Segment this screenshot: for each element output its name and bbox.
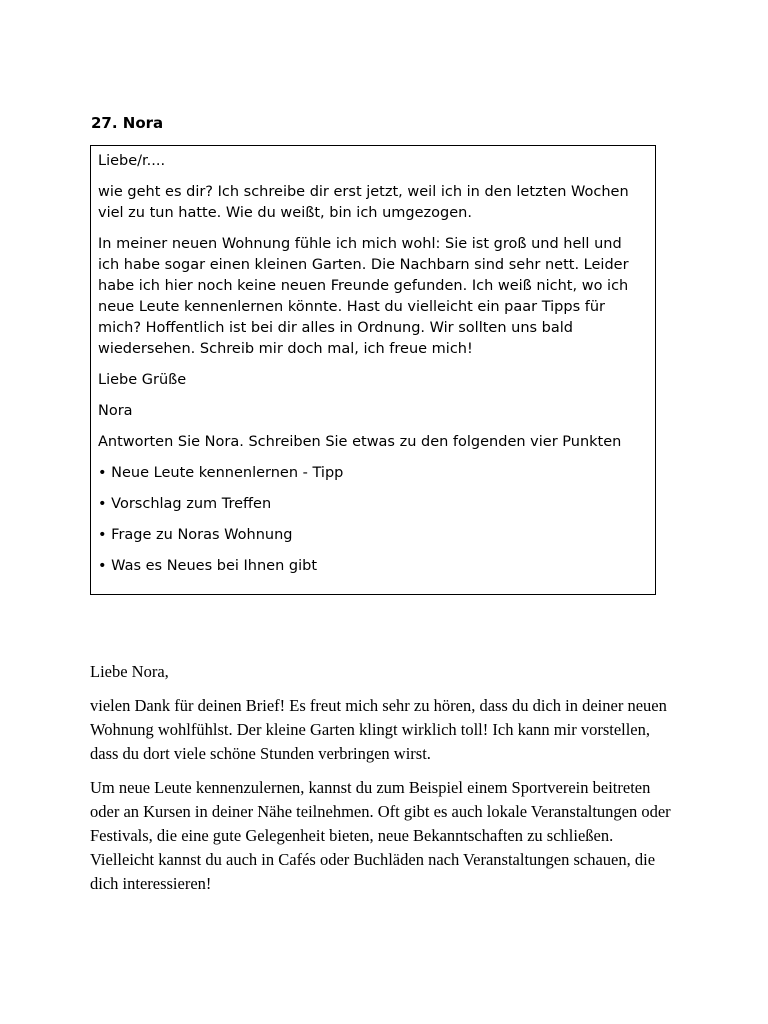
task-point: • Vorschlag zum Treffen (98, 496, 272, 512)
letter-paragraph: In meiner neuen Wohnung fühle ich mich wohl: Sie ist groß und hell und ich habe sogar einen kleinen Garten. Die Nachbarn sind sehr nett. Leider habe ich hier noch keine neuen Freunde gefunden. Ich weiß nicht, wo ich neue Leute kennenlernen könnte. Hast du vielleicht ein paar Tipps für mich? Hoffentlich ist bei dir alles in Ordnung. Wir sollten uns bald wiedersehen. Schreib mir doch mal, ich freue mich! (98, 236, 629, 357)
letter-paragraph: wie geht es dir? Ich schreibe dir erst jetzt, weil ich in den letzten Wochen viel zu tun hatte. Wie du weißt, bin ich umgezogen. (98, 184, 629, 221)
task-point: • Frage zu Noras Wohnung (98, 527, 293, 543)
letter-signature: Nora (98, 403, 133, 419)
letter-box (90, 145, 656, 595)
task-point: • Was es Neues bei Ihnen gibt (98, 558, 318, 574)
task-instruction: Antworten Sie Nora. Schreiben Sie etwas zu den folgenden vier Punkten (98, 434, 622, 450)
task-heading: 27. Nora (91, 114, 164, 132)
response-greeting: Liebe Nora, (90, 662, 169, 681)
response-paragraph: vielen Dank für deinen Brief! Es freut mich sehr zu hören, dass du dich in deiner neuen Wohnung wohlfühlst. Der kleine Garten klingt wirklich toll! Ich kann mir vorstellen, dass du dort viele schöne Stunden verbringen wirst. (90, 696, 667, 763)
task-point: • Neue Leute kennenlernen - Tipp (98, 465, 344, 481)
letter-salutation: Liebe/r.... (98, 153, 166, 169)
letter-closing: Liebe Grüße (98, 372, 187, 388)
response-letter (90, 660, 680, 906)
response-paragraph: Um neue Leute kennenzulernen, kannst du zum Beispiel einem Sportverein beitreten oder an Kursen in deiner Nähe teilnehmen. Oft gibt es auch lokale Veranstaltungen oder Festivals, die eine gute Gelegenheit bieten, neue Bekanntschaften zu schließen. Vielleicht kannst du auch in Cafés oder Buchläden nach Veranstaltungen schauen, die dich interessieren! (90, 778, 671, 893)
